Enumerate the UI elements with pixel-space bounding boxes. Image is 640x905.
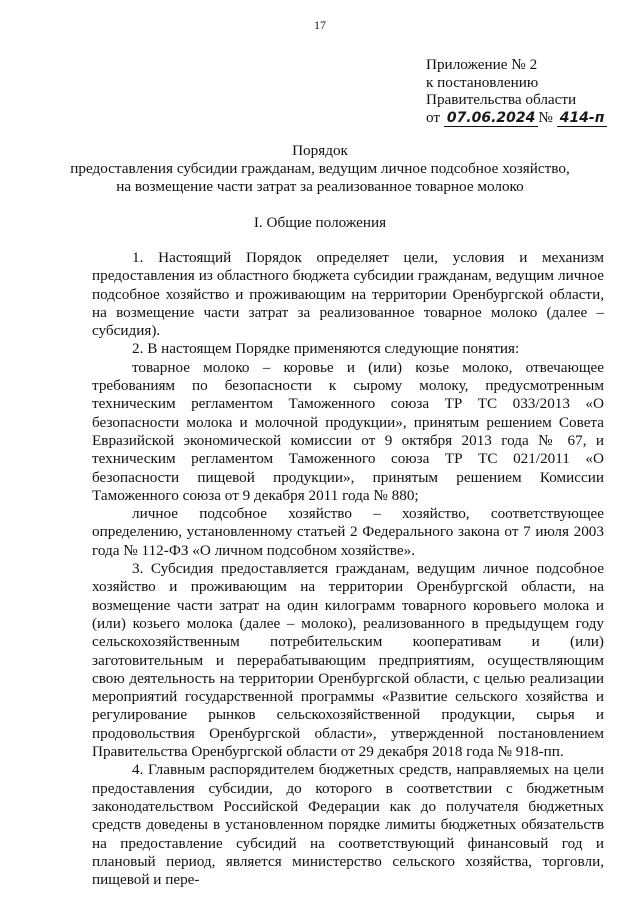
- document-title: [0, 142, 640, 196]
- paragraph: личное подсобное хозяйство – хозяйство, соответствующее определению, установленному статьей 2 Федерального закона от 7 июля 2003 года № 112-ФЗ «О личном подсобном хозяйстве».: [92, 505, 604, 559]
- paragraph: 2. В настоящем Порядке применяются следующие понятия:: [132, 340, 520, 358]
- appendix-date-line: [426, 109, 626, 127]
- handwritten-number: 414-п: [557, 111, 608, 127]
- paragraph: товарное молоко – коровье и (или) козье молоко, отвечающее требованиям по безопасности к сырому молоку, предусмотренным техническим регламентом Таможенного союза ТР ТС 033/2013 «О безопасности молока и молочной продукции», принятым решением Совета Евразийской экономической комиссии от 9 октября 2013 года № 67, и техническим регламентом Таможенного союза ТР ТС 021/2011 «О безопасности пищевой продукции», принятым решением Комиссии Таможенного союза от 9 декабря 2011 года № 880;: [92, 358, 604, 504]
- paragraph: 4. Главным распорядителем бюджетных средств, направляемых на цели предоставления субсидии, до которого в соответствии с бюджетным законодательством Российской Федерации как до получателя бюджетных средств доведены в установленном порядке лимиты бюджетных обязательств на предоставление субсидий на соответствующий финансовый год и плановый период, является министерство сельского хозяйства, торговли, пищевой и пере-: [92, 761, 604, 889]
- page-number: 17: [314, 18, 326, 32]
- title-line: на возмещение части затрат за реализованное товарное молоко: [116, 178, 524, 195]
- number-prefix: №: [538, 108, 553, 126]
- appendix-line: к постановлению: [426, 73, 539, 91]
- appendix-block: [426, 56, 626, 127]
- body-text: [92, 249, 604, 889]
- appendix-line: Приложение № 2: [426, 56, 538, 73]
- title-line: Порядок: [292, 142, 348, 159]
- section-heading: I. Общие положения: [253, 214, 387, 231]
- paragraph: 3. Субсидия предоставляется гражданам, ведущим личное подсобное хозяйство и проживающим на территории Оренбургской области, на возмещение части затрат на один килограмм товарного коровьего молока и (или) козьего молока (далее – молоко), реализованного в предыдущем году сельскохозяйственным потребительским кооперативам и (или) заготовительным и перерабатывающим предприятиям, осуществляющим свою деятельность на территории Оренбургской области, с целью реализации мероприятий государственной программы «Развитие сельского хозяйства и регулирование рынков сельскохозяйственной продукции, сырья и продовольствия Оренбургской области», утвержденной постановлением Правительства Оренбургской области от 29 декабря 2018 года № 918-пп.: [92, 560, 604, 761]
- appendix-line: Правительства области: [426, 91, 577, 108]
- date-prefix: от: [426, 108, 441, 126]
- paragraph: 1. Настоящий Порядок определяет цели, условия и механизм предоставления из областного бюджета субсидии гражданам, ведущим личное подсобное хозяйство и проживающим на территории Оренбургской области, на возмещение части затрат за реализованное товарное молоко (далее – субсидия).: [92, 249, 604, 340]
- handwritten-date: 07.06.2024: [444, 111, 539, 127]
- title-line: предоставления субсидии гражданам, ведущим личное подсобное хозяйство,: [70, 160, 570, 177]
